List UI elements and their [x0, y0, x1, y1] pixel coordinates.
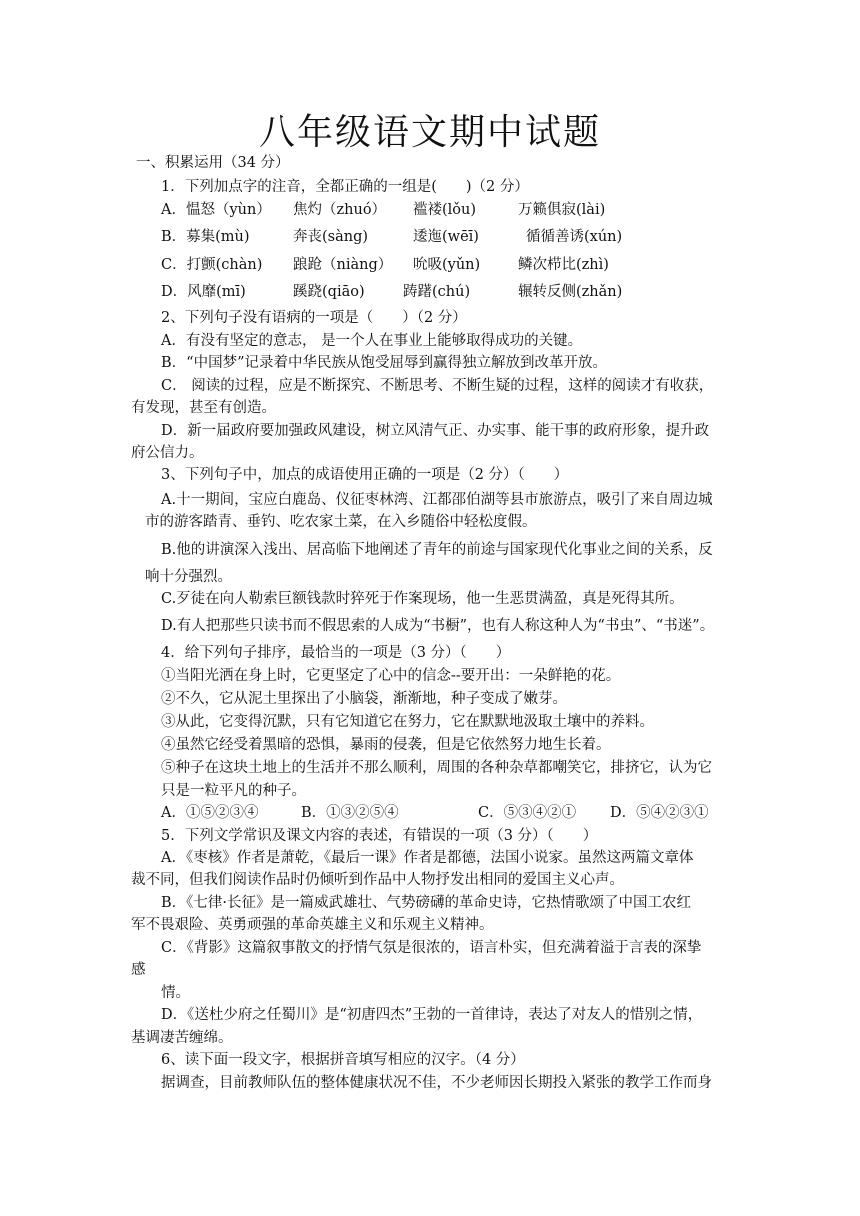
q5-c-2: 感	[131, 962, 146, 978]
q2-b: B．“中国梦”记录着中华民族从饱受屈辱到赢得独立解放到改革开放。	[161, 355, 607, 371]
q4-sentence-3: ③从此，它变得沉默，只有它知道它在努力，它在默默地汲取土壤中的养料。	[161, 714, 654, 730]
q2-d-1: D．新一届政府要加强政风建设，树立风清气正、办实事、能干事的政府形象，提升政	[161, 423, 710, 439]
q3-a-2: 市的游客踏青、垂钓、吃农家土菜，在入乡随俗中轻松度假。	[145, 514, 537, 530]
q1-a-2: 焦灼（zhuó）	[293, 202, 387, 218]
q3-b-2: 响十分强烈。	[145, 569, 232, 585]
q1-b-3: 逶迤(wēī)	[413, 229, 479, 245]
q2-stem: 2、下列句子没有语病的一项是（ ）（2 分）	[161, 310, 467, 326]
q4-sentence-5b: 只是一粒平凡的种子。	[161, 783, 306, 799]
q1-c-1: C．打颤(chàn)	[161, 257, 263, 273]
q4-sentence-4: ④虽然它经受着黑暗的恐惧，暴雨的侵袭，但是它依然努力地生长着。	[161, 737, 611, 753]
q3-d: D.有人把那些只读书而不假思索的人成为“书橱”，也有人称这种人为“书虫”、“书迷”。	[161, 618, 715, 634]
q4-stem: 4．给下列句子排序，最恰当的一项是（3 分）（ ）	[161, 645, 511, 661]
section-heading: 一、积累运用（34 分）	[136, 155, 290, 171]
q1-stem: 1．下列加点字的注音，全都正确的一组是( )（2 分）	[161, 179, 529, 195]
q4-option-c: C．⑤③④②①	[478, 805, 577, 821]
q1-d-3: 踌躇(chú)	[403, 284, 471, 300]
q5-d-1: D．《送杜少府之任蜀川》是“初唐四杰”王勃的一首律诗，表达了对友人的惜别之情，	[161, 1007, 703, 1023]
q4-option-a: A．①⑤②③④	[161, 805, 259, 821]
q1-a-4: 万籁俱寂(lài)	[518, 202, 606, 218]
q4-option-b: B．①③②⑤④	[301, 805, 399, 821]
q3-b-1: B.他的讲演深入浅出、居高临下地阐述了青年的前途与国家现代化事业之间的关系，反	[161, 542, 713, 558]
q1-c-4: 鳞次栉比(zhì)	[518, 257, 609, 273]
q2-c-2: 有发现，甚至有创造。	[131, 400, 276, 416]
q6-paragraph: 据调查，目前教师队伍的整体健康状况不佳，不少老师因长期投入紧张的教学工作而身	[161, 1075, 712, 1091]
q2-c-1: C． 阅读的过程，应是不断探究、不断思考、不断生疑的过程，这样的阅读才有收获，	[161, 378, 714, 394]
q5-c-1: C．《背影》这篇叙事散文的抒情气氛是很浓的，语言朴实，但充满着溢于言表的深挚	[161, 940, 702, 956]
q2-d-2: 府公信力。	[131, 445, 204, 461]
q5-b-1: B．《七律·长征》是一篇威武雄壮、气势磅礴的革命史诗，它热情歌颂了中国工农红	[161, 895, 692, 911]
q1-c-3: 吮吸(yǔn)	[413, 257, 481, 273]
q3-stem: 3、下列句子中，加点的成语使用正确的一项是（2 分）（ ）	[161, 467, 569, 483]
q3-a-1: A.十一期间，宝应白鹿岛、仪征枣林湾、江都邵伯湖等县市旅游点，吸引了来自周边城	[161, 492, 713, 508]
q1-c-2: 踉跄（niàng）	[293, 257, 393, 273]
q1-d-2: 蹊跷(qiāo)	[293, 284, 365, 300]
exam-title: 八年级语文期中试题	[258, 112, 601, 153]
q4-sentence-5a: ⑤种子在这块土地上的生活并不那么顺利，周围的各种杂草都嘲笑它，排挤它，认为它	[161, 760, 712, 776]
q5-a-1: A．《枣核》作者是萧乾，《最后一课》作者是都德，法国小说家。虽然这两篇文章体	[161, 850, 694, 866]
q1-a-1: A．愠怒（yùn）	[161, 202, 271, 218]
q4-sentence-1: ①当阳光洒在身上时，它更坚定了心中的信念--要开出：一朵鲜艳的花。	[161, 668, 621, 684]
q5-stem: 5．下列文学常识及课文内容的表述，有错误的一项（3 分）（ ）	[161, 828, 598, 844]
q6-stem: 6、读下面一段文字，根据拼音填写相应的汉字。（4 分）	[161, 1052, 525, 1068]
q1-a-3: 褴褛(lǒu)	[413, 202, 477, 218]
q5-a-2: 裁不同，但我们阅读作品时仍倾听到作品中人物抒发出相同的爱国主义心声。	[131, 872, 624, 888]
q1-b-4: 循循善诱(xún)	[526, 229, 623, 245]
q1-b-2: 奔丧(sàng)	[293, 229, 369, 245]
q5-d-2: 基调凄苦缠绵。	[131, 1030, 233, 1046]
q1-b-1: B．募集(mù)	[161, 229, 250, 245]
q1-d-1: D．风靡(mī)	[161, 284, 246, 300]
q5-c-3: 情。	[161, 985, 190, 1001]
q1-d-4: 辗转反侧(zhǎn)	[518, 284, 623, 300]
q3-c: C.歹徒在向人勒索巨额钱款时猝死于作案现场，他一生恶贯满盈，真是死得其所。	[161, 591, 684, 607]
q4-option-d: D．⑤④②③①	[610, 805, 709, 821]
q4-sentence-2: ②不久，它从泥土里探出了小脑袋，渐渐地，种子变成了嫩芽。	[161, 691, 567, 707]
q5-b-2: 军不畏艰险、英勇顽强的革命英雄主义和乐观主义精神。	[131, 917, 494, 933]
q2-a: A．有没有坚定的意志， 是一个人在事业上能够取得成功的关键。	[161, 333, 583, 349]
